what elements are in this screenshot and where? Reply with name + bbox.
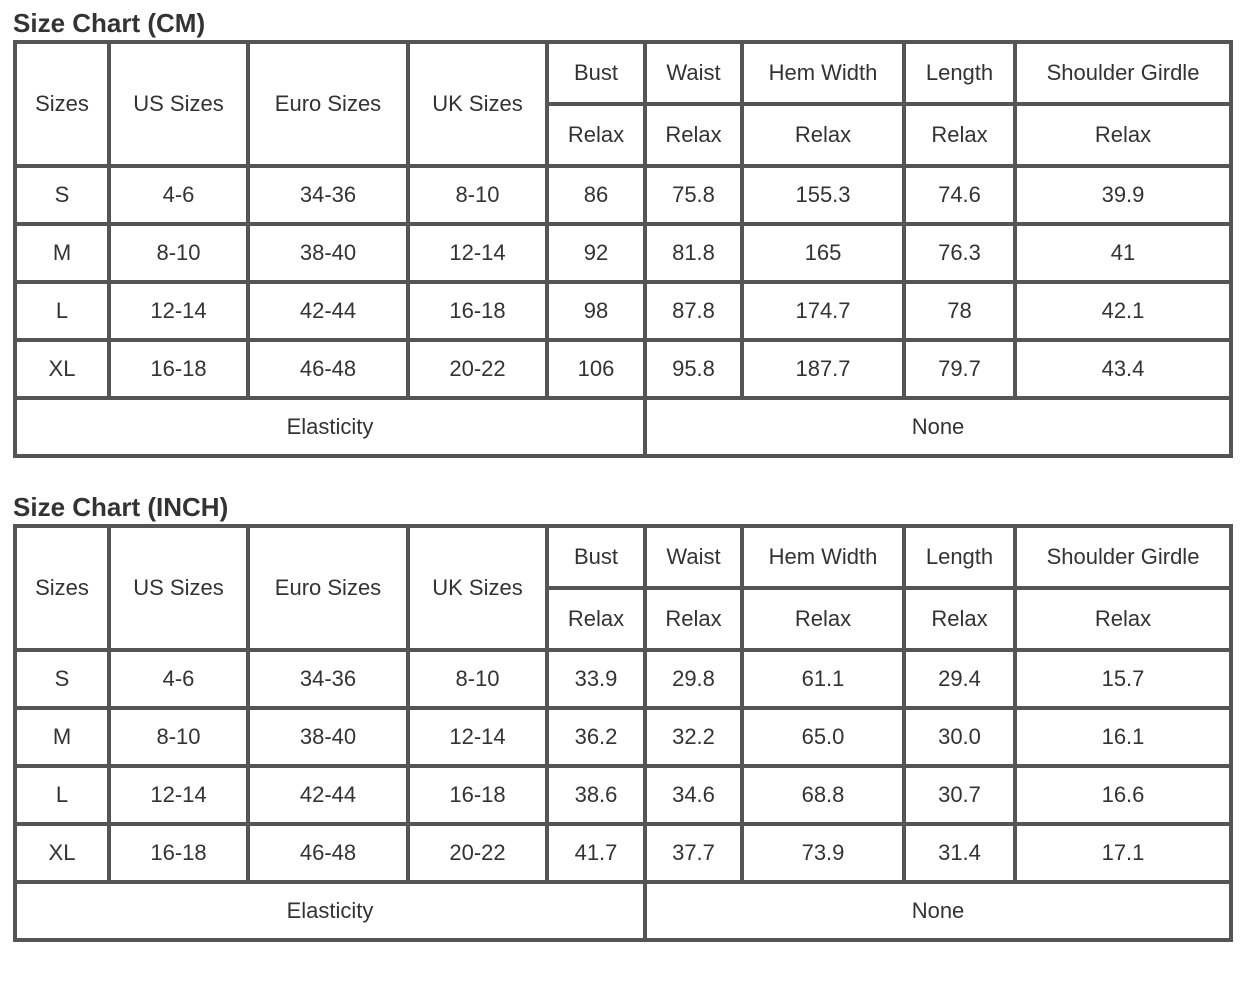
cell-bust: 92 [547, 224, 645, 282]
cell-shoulder-girdle: 17.1 [1015, 824, 1231, 882]
header-uk-sizes: UK Sizes [408, 42, 547, 166]
cell-shoulder-girdle: 39.9 [1015, 166, 1231, 224]
size-chart-inch-title: Size Chart (INCH) [13, 492, 229, 522]
cell-us-size: 16-18 [109, 340, 248, 398]
cell-us-size: 12-14 [109, 282, 248, 340]
cell-bust: 98 [547, 282, 645, 340]
header-uk-sizes: UK Sizes [408, 526, 547, 650]
header-euro-sizes: Euro Sizes [248, 42, 408, 166]
cell-hem-width: 187.7 [742, 340, 904, 398]
cell-uk-size: 8-10 [408, 650, 547, 708]
subheader-length-relax: Relax [904, 104, 1015, 166]
header-sizes: Sizes [15, 526, 109, 650]
subheader-bust-relax: Relax [547, 588, 645, 650]
cell-waist: 29.8 [645, 650, 742, 708]
subheader-hem-width-relax: Relax [742, 588, 904, 650]
cell-euro-size: 34-36 [248, 650, 408, 708]
table-row [15, 166, 1231, 224]
cell-euro-size: 38-40 [248, 224, 408, 282]
cell-length: 30.7 [904, 766, 1015, 824]
cell-bust: 106 [547, 340, 645, 398]
size-chart-cm-table [13, 40, 1233, 458]
elasticity-value: None [645, 398, 1231, 456]
cell-shoulder-girdle: 16.6 [1015, 766, 1231, 824]
header-euro-sizes: Euro Sizes [248, 526, 408, 650]
header-hem-width: Hem Width [742, 526, 904, 588]
cell-length: 29.4 [904, 650, 1015, 708]
cell-euro-size: 46-48 [248, 824, 408, 882]
header-us-sizes: US Sizes [109, 42, 248, 166]
cell-shoulder-girdle: 43.4 [1015, 340, 1231, 398]
cell-length: 31.4 [904, 824, 1015, 882]
footer-row [15, 398, 1231, 456]
header-us-sizes: US Sizes [109, 526, 248, 650]
cell-length: 79.7 [904, 340, 1015, 398]
subheader-waist-relax: Relax [645, 104, 742, 166]
cell-waist: 37.7 [645, 824, 742, 882]
cell-size: L [15, 766, 109, 824]
cell-us-size: 8-10 [109, 708, 248, 766]
subheader-shoulder-girdle-relax: Relax [1015, 588, 1231, 650]
cell-size: M [15, 224, 109, 282]
footer-row [15, 882, 1231, 940]
cell-uk-size: 20-22 [408, 824, 547, 882]
header-sizes: Sizes [15, 42, 109, 166]
cell-size: S [15, 166, 109, 224]
cell-euro-size: 42-44 [248, 282, 408, 340]
cell-shoulder-girdle: 41 [1015, 224, 1231, 282]
cell-length: 74.6 [904, 166, 1015, 224]
elasticity-label: Elasticity [15, 398, 645, 456]
cell-uk-size: 8-10 [408, 166, 547, 224]
table-row [15, 340, 1231, 398]
cell-euro-size: 38-40 [248, 708, 408, 766]
cell-us-size: 4-6 [109, 166, 248, 224]
cell-waist: 87.8 [645, 282, 742, 340]
cell-waist: 34.6 [645, 766, 742, 824]
cell-bust: 33.9 [547, 650, 645, 708]
cell-length: 76.3 [904, 224, 1015, 282]
cell-hem-width: 61.1 [742, 650, 904, 708]
header-row [15, 526, 1231, 588]
cell-uk-size: 16-18 [408, 766, 547, 824]
cell-size: XL [15, 340, 109, 398]
cell-us-size: 16-18 [109, 824, 248, 882]
cell-us-size: 4-6 [109, 650, 248, 708]
cell-waist: 32.2 [645, 708, 742, 766]
table-row [15, 224, 1231, 282]
cell-shoulder-girdle: 16.1 [1015, 708, 1231, 766]
cell-hem-width: 155.3 [742, 166, 904, 224]
subheader-shoulder-girdle-relax: Relax [1015, 104, 1231, 166]
cell-shoulder-girdle: 42.1 [1015, 282, 1231, 340]
table-row [15, 650, 1231, 708]
cell-euro-size: 46-48 [248, 340, 408, 398]
cell-us-size: 8-10 [109, 224, 248, 282]
header-length: Length [904, 42, 1015, 104]
elasticity-label: Elasticity [15, 882, 645, 940]
table-row [15, 708, 1231, 766]
cell-hem-width: 165 [742, 224, 904, 282]
cell-size: S [15, 650, 109, 708]
cell-size: XL [15, 824, 109, 882]
cell-waist: 95.8 [645, 340, 742, 398]
cell-length: 30.0 [904, 708, 1015, 766]
cell-waist: 75.8 [645, 166, 742, 224]
cell-shoulder-girdle: 15.7 [1015, 650, 1231, 708]
header-length: Length [904, 526, 1015, 588]
header-shoulder-girdle: Shoulder Girdle [1015, 42, 1231, 104]
cell-euro-size: 34-36 [248, 166, 408, 224]
subheader-hem-width-relax: Relax [742, 104, 904, 166]
header-bust: Bust [547, 526, 645, 588]
cell-length: 78 [904, 282, 1015, 340]
cell-uk-size: 20-22 [408, 340, 547, 398]
cell-uk-size: 12-14 [408, 224, 547, 282]
cell-bust: 86 [547, 166, 645, 224]
cell-size: M [15, 708, 109, 766]
table-row [15, 282, 1231, 340]
subheader-waist-relax: Relax [645, 588, 742, 650]
header-waist: Waist [645, 526, 742, 588]
elasticity-value: None [645, 882, 1231, 940]
cell-waist: 81.8 [645, 224, 742, 282]
cell-uk-size: 12-14 [408, 708, 547, 766]
subheader-bust-relax: Relax [547, 104, 645, 166]
header-shoulder-girdle: Shoulder Girdle [1015, 526, 1231, 588]
cell-hem-width: 73.9 [742, 824, 904, 882]
header-waist: Waist [645, 42, 742, 104]
subheader-length-relax: Relax [904, 588, 1015, 650]
cell-hem-width: 65.0 [742, 708, 904, 766]
header-bust: Bust [547, 42, 645, 104]
cell-uk-size: 16-18 [408, 282, 547, 340]
cell-bust: 36.2 [547, 708, 645, 766]
cell-us-size: 12-14 [109, 766, 248, 824]
cell-size: L [15, 282, 109, 340]
cell-bust: 41.7 [547, 824, 645, 882]
table-row [15, 766, 1231, 824]
cell-hem-width: 68.8 [742, 766, 904, 824]
header-row [15, 42, 1231, 104]
header-hem-width: Hem Width [742, 42, 904, 104]
cell-hem-width: 174.7 [742, 282, 904, 340]
cell-euro-size: 42-44 [248, 766, 408, 824]
size-chart-cm-title: Size Chart (CM) [13, 8, 206, 38]
size-chart-inch-table [13, 524, 1233, 942]
table-row [15, 824, 1231, 882]
cell-bust: 38.6 [547, 766, 645, 824]
